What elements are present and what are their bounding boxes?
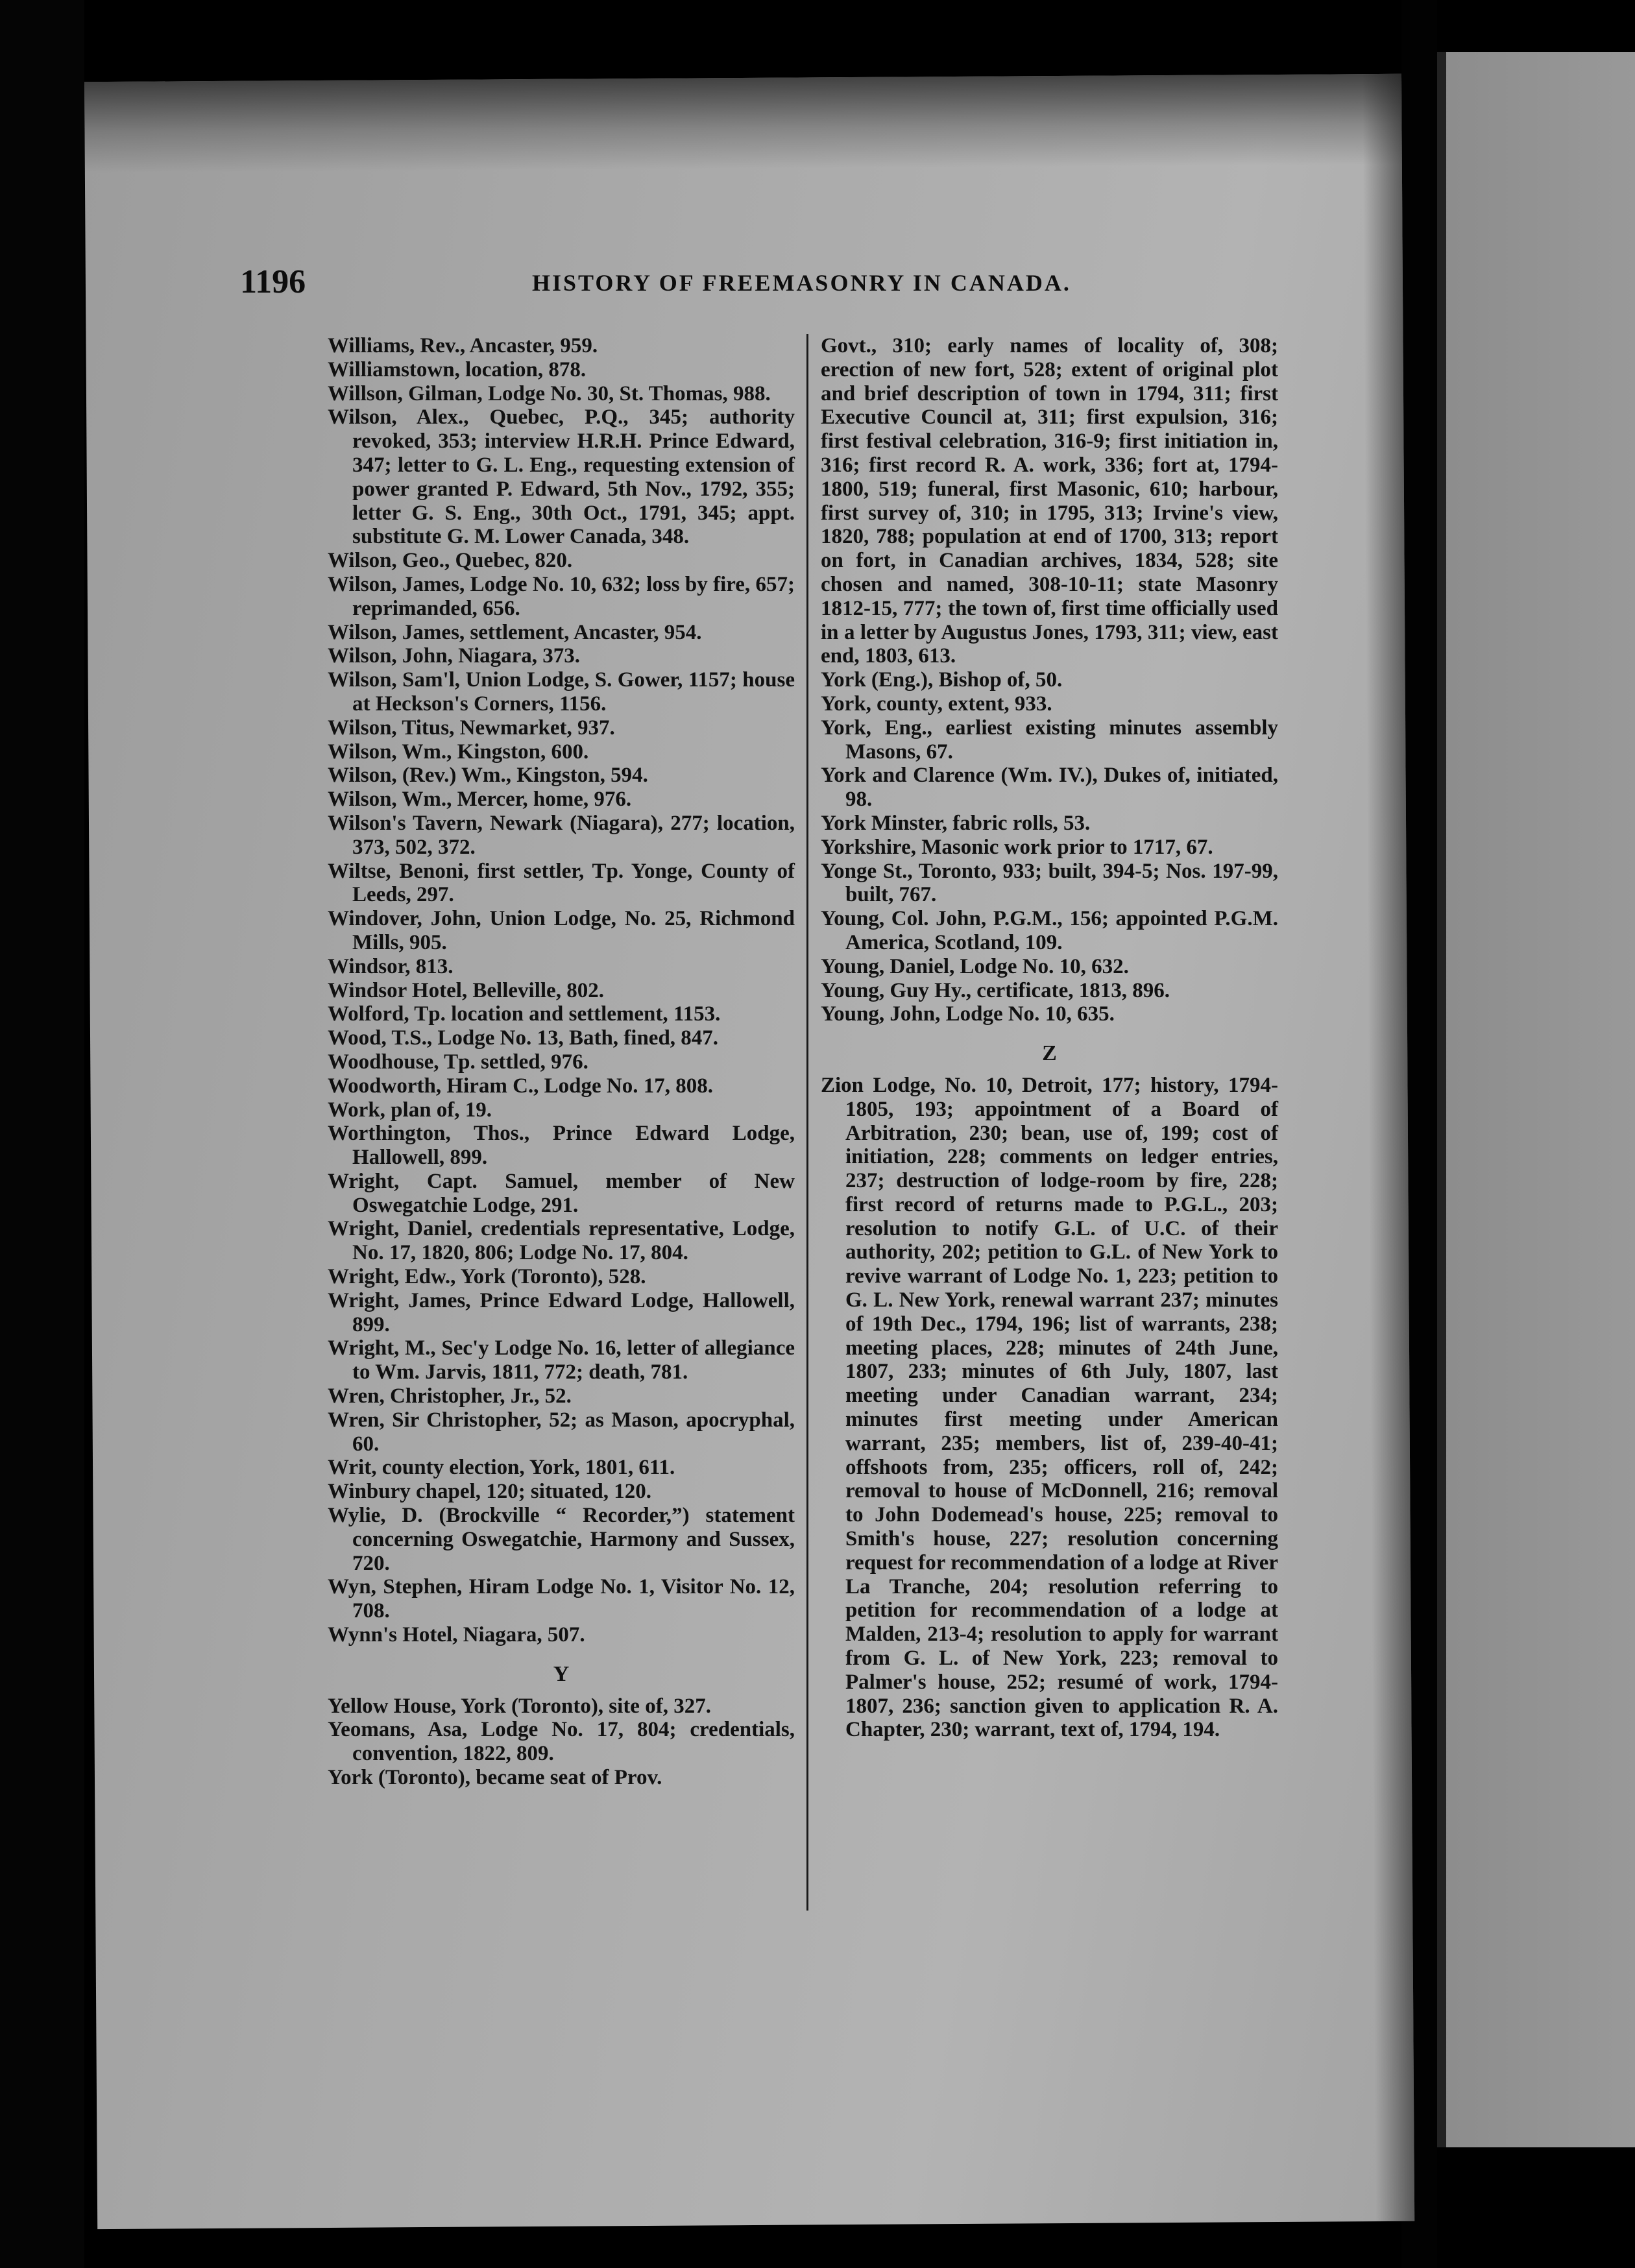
index-entry: York, Eng., earliest existing minutes assembly Masons, 67. xyxy=(821,716,1278,764)
index-entry: Wilson, Wm., Kingston, 600. xyxy=(328,740,589,764)
continued-entry-york-toronto: Govt., 310; early names of locality of, 308; erection of new fort, 528; extent of original plot and brief description of town in 1794, 311; first Executive Council at, 311; first expulsion, 316; first festival celebration, 316-9; first initiation in, 316; first record R. A. work, 336; fort at, 1794-1800, 519; funeral, first Masonic, 610; harbour, first survey of, 310; in 1795, 313; Irvine's view, 1820, 788; population at end of 1700, 313; report on fort, in Canadian archives, 1834, 528; site chosen and named, 308-10-11; state Masonry 1812-15, 777; the town of, first time officially used in a letter by Augustus Jones, 1793, 311; view, east end, 1803, 613. xyxy=(821,334,1278,668)
index-entry: Young, John, Lodge No. 10, 635. xyxy=(821,1002,1115,1026)
index-entry: Zion Lodge, No. 10, Detroit, 177; history, 1794-1805, 193; appointment of a Board of Arbitration, 230; bean, use of, 199; cost of initiation, 228; comments on ledger entries, 237; destruction of lodge-room by fire, 228; first record of returns made to P.G.L., 203; resolution to notify G.L. of U.C. of their authority, 202; petition to G.L. of New York to revive warrant of Lodge No. 1, 223; petition to G. L. New York, renewal warrant 237; minutes of 19th Dec., 1794, 196; list of warrants, 238; meeting places, 228; minutes of 24th June, 1807, 233; minutes of 6th July, 1807, last meeting under Canadian warrant, 234; minutes first meeting under American warrant, 235; members, list of, 239-40-41; offshoots from, 235; officers, roll of, 242; removal to house of McDonnell, 216; removal to John Dodemead's house, 225; removal to Smith's house, 227; resolution concerning request for recommendation of a lodge at River La Tranche, 204; resolution referring to petition for recommendation of a lodge at Malden, 213-4; resolution to apply for warrant from G. L. of New York, 223; removal to Palmer's house, 252; resumé of work, 1794-1807, 236; sanction given to application R. A. Chapter, 230; warrant, text of, 1794, 194. xyxy=(821,1073,1278,1742)
index-entry: Work, plan of, 19. xyxy=(328,1098,492,1122)
index-entry: York Minster, fabric rolls, 53. xyxy=(821,811,1091,835)
index-entry: Williams, Rev., Ancaster, 959. xyxy=(328,334,598,357)
index-entry: Wright, James, Prince Edward Lodge, Hallowell, 899. xyxy=(328,1288,795,1336)
index-entry: York (Toronto), became seat of Prov. xyxy=(328,1766,662,1790)
scan-left-margin xyxy=(0,0,84,2268)
index-entry: York and Clarence (Wm. IV.), Dukes of, initiated, 98. xyxy=(821,764,1278,812)
index-entry: Woodworth, Hiram C., Lodge No. 17, 808. xyxy=(328,1074,713,1098)
index-entry: Wright, Daniel, credentials representative, Lodge, No. 17, 1820, 806; Lodge No. 17, 804. xyxy=(328,1217,795,1265)
index-entry: Wright, Capt. Samuel, member of New Oswegatchie Lodge, 291. xyxy=(328,1169,795,1217)
index-entries-y-left xyxy=(328,1695,795,1790)
index-column-left xyxy=(328,334,795,1790)
index-entry: Wylie, D. (Brockville “ Recorder,”) statement concerning Oswegatchie, Harmony and Sussex, 720. xyxy=(328,1504,795,1575)
index-entry: Wilson, John, Niagara, 373. xyxy=(328,644,581,668)
index-entry: Wilson, Geo., Quebec, 820. xyxy=(328,549,573,573)
index-entry: Willson, Gilman, Lodge No. 30, St. Thomas, 988. xyxy=(328,381,771,405)
index-entry: Wren, Sir Christopher, 52; as Mason, apocryphal, 60. xyxy=(328,1408,795,1456)
index-entry: York, county, extent, 933. xyxy=(821,692,1052,716)
index-entry: Winbury chapel, 120; situated, 120. xyxy=(328,1480,652,1504)
index-entry: Wiltse, Benoni, first settler, Tp. Yonge, County of Leeds, 297. xyxy=(328,859,795,907)
index-entry: Wright, M., Sec'y Lodge No. 16, letter of allegiance to Wm. Jarvis, 1811, 772; death, 781. xyxy=(328,1336,795,1384)
index-entry: Yellow House, York (Toronto), site of, 327. xyxy=(328,1694,711,1718)
index-entry: Wren, Christopher, Jr., 52. xyxy=(328,1384,572,1408)
index-entry: Wilson, James, Lodge No. 10, 632; loss by fire, 657; reprimanded, 656. xyxy=(328,572,795,620)
index-entry: Yeomans, Asa, Lodge No. 17, 804; credentials, convention, 1822, 809. xyxy=(328,1718,795,1766)
index-entry: Worthington, Thos., Prince Edward Lodge, Hallowell, 899. xyxy=(328,1122,795,1170)
index-entry: Young, Col. John, P.G.M., 156; appointed P.G.M. America, Scotland, 109. xyxy=(821,907,1278,954)
index-entry: Wolford, Tp. location and settlement, 1153. xyxy=(328,1002,721,1026)
page-number: 1196 xyxy=(240,263,306,300)
index-entry: Williamstown, location, 878. xyxy=(328,357,587,381)
index-entry: Windover, John, Union Lodge, No. 25, Richmond Mills, 905. xyxy=(328,907,795,954)
index-entry: Yonge St., Toronto, 933; built, 394-5; Nos. 197-99, built, 767. xyxy=(821,859,1278,907)
index-entry: Wilson, Titus, Newmarket, 937. xyxy=(328,716,615,740)
index-entry: Wilson, Alex., Quebec, P.Q., 345; authority revoked, 353; interview H.R.H. Prince Edward, 347; letter to G. L. Eng., requesting extension of power granted P. Edward, 5th Nov., 1792, 355; letter G. S. Eng., 30th Oct., 1791, 345; appt. substitute G. M. Lower Canada, 348. xyxy=(328,405,795,549)
index-entry: Wilson, James, settlement, Ancaster, 954. xyxy=(328,620,702,644)
index-entry: Wright, Edw., York (Toronto), 528. xyxy=(328,1265,646,1289)
index-entry: Yorkshire, Masonic work prior to 1717, 67. xyxy=(821,835,1213,859)
index-entry: Writ, county election, York, 1801, 611. xyxy=(328,1456,675,1480)
section-letter-y: Y xyxy=(553,1661,570,1686)
index-entry: Wilson, Sam'l, Union Lodge, S. Gower, 1157; house at Heckson's Corners, 1156. xyxy=(328,668,795,716)
index-entries-z xyxy=(821,1074,1278,1742)
page-top-shadow xyxy=(84,74,1402,173)
index-entry: Wood, T.S., Lodge No. 13, Bath, fined, 847. xyxy=(328,1026,719,1050)
page-header xyxy=(240,263,1278,308)
index-entry: Wyn, Stephen, Hiram Lodge No. 1, Visitor No. 12, 708. xyxy=(328,1575,795,1623)
running-title: HISTORY OF FREEMASONRY IN CANADA. xyxy=(532,270,1071,296)
index-entries-y-right xyxy=(821,668,1278,1026)
adjacent-page-shadow xyxy=(1437,52,1446,2147)
index-entry: Woodhouse, Tp. settled, 976. xyxy=(328,1050,588,1074)
index-entry: Windsor Hotel, Belleville, 802. xyxy=(328,978,604,1002)
index-entry: Young, Daniel, Lodge No. 10, 632. xyxy=(821,954,1129,978)
index-entry: York (Eng.), Bishop of, 50. xyxy=(821,668,1063,692)
index-entry: Wilson, Wm., Mercer, home, 976. xyxy=(328,788,632,812)
index-entry: Young, Guy Hy., certificate, 1813, 896. xyxy=(821,978,1170,1002)
adjacent-page-edge xyxy=(1437,52,1635,2147)
index-entries-w xyxy=(328,334,795,1647)
index-entry: Wilson's Tavern, Newark (Niagara), 277; location, 373, 502, 372. xyxy=(328,811,795,859)
index-entry: Wynn's Hotel, Niagara, 507. xyxy=(328,1623,585,1647)
index-column-right xyxy=(821,334,1278,1742)
index-entry: Windsor, 813. xyxy=(328,954,454,978)
index-entry: Wilson, (Rev.) Wm., Kingston, 594. xyxy=(328,764,648,788)
section-letter-z: Z xyxy=(1042,1041,1057,1066)
column-divider xyxy=(806,334,808,1911)
